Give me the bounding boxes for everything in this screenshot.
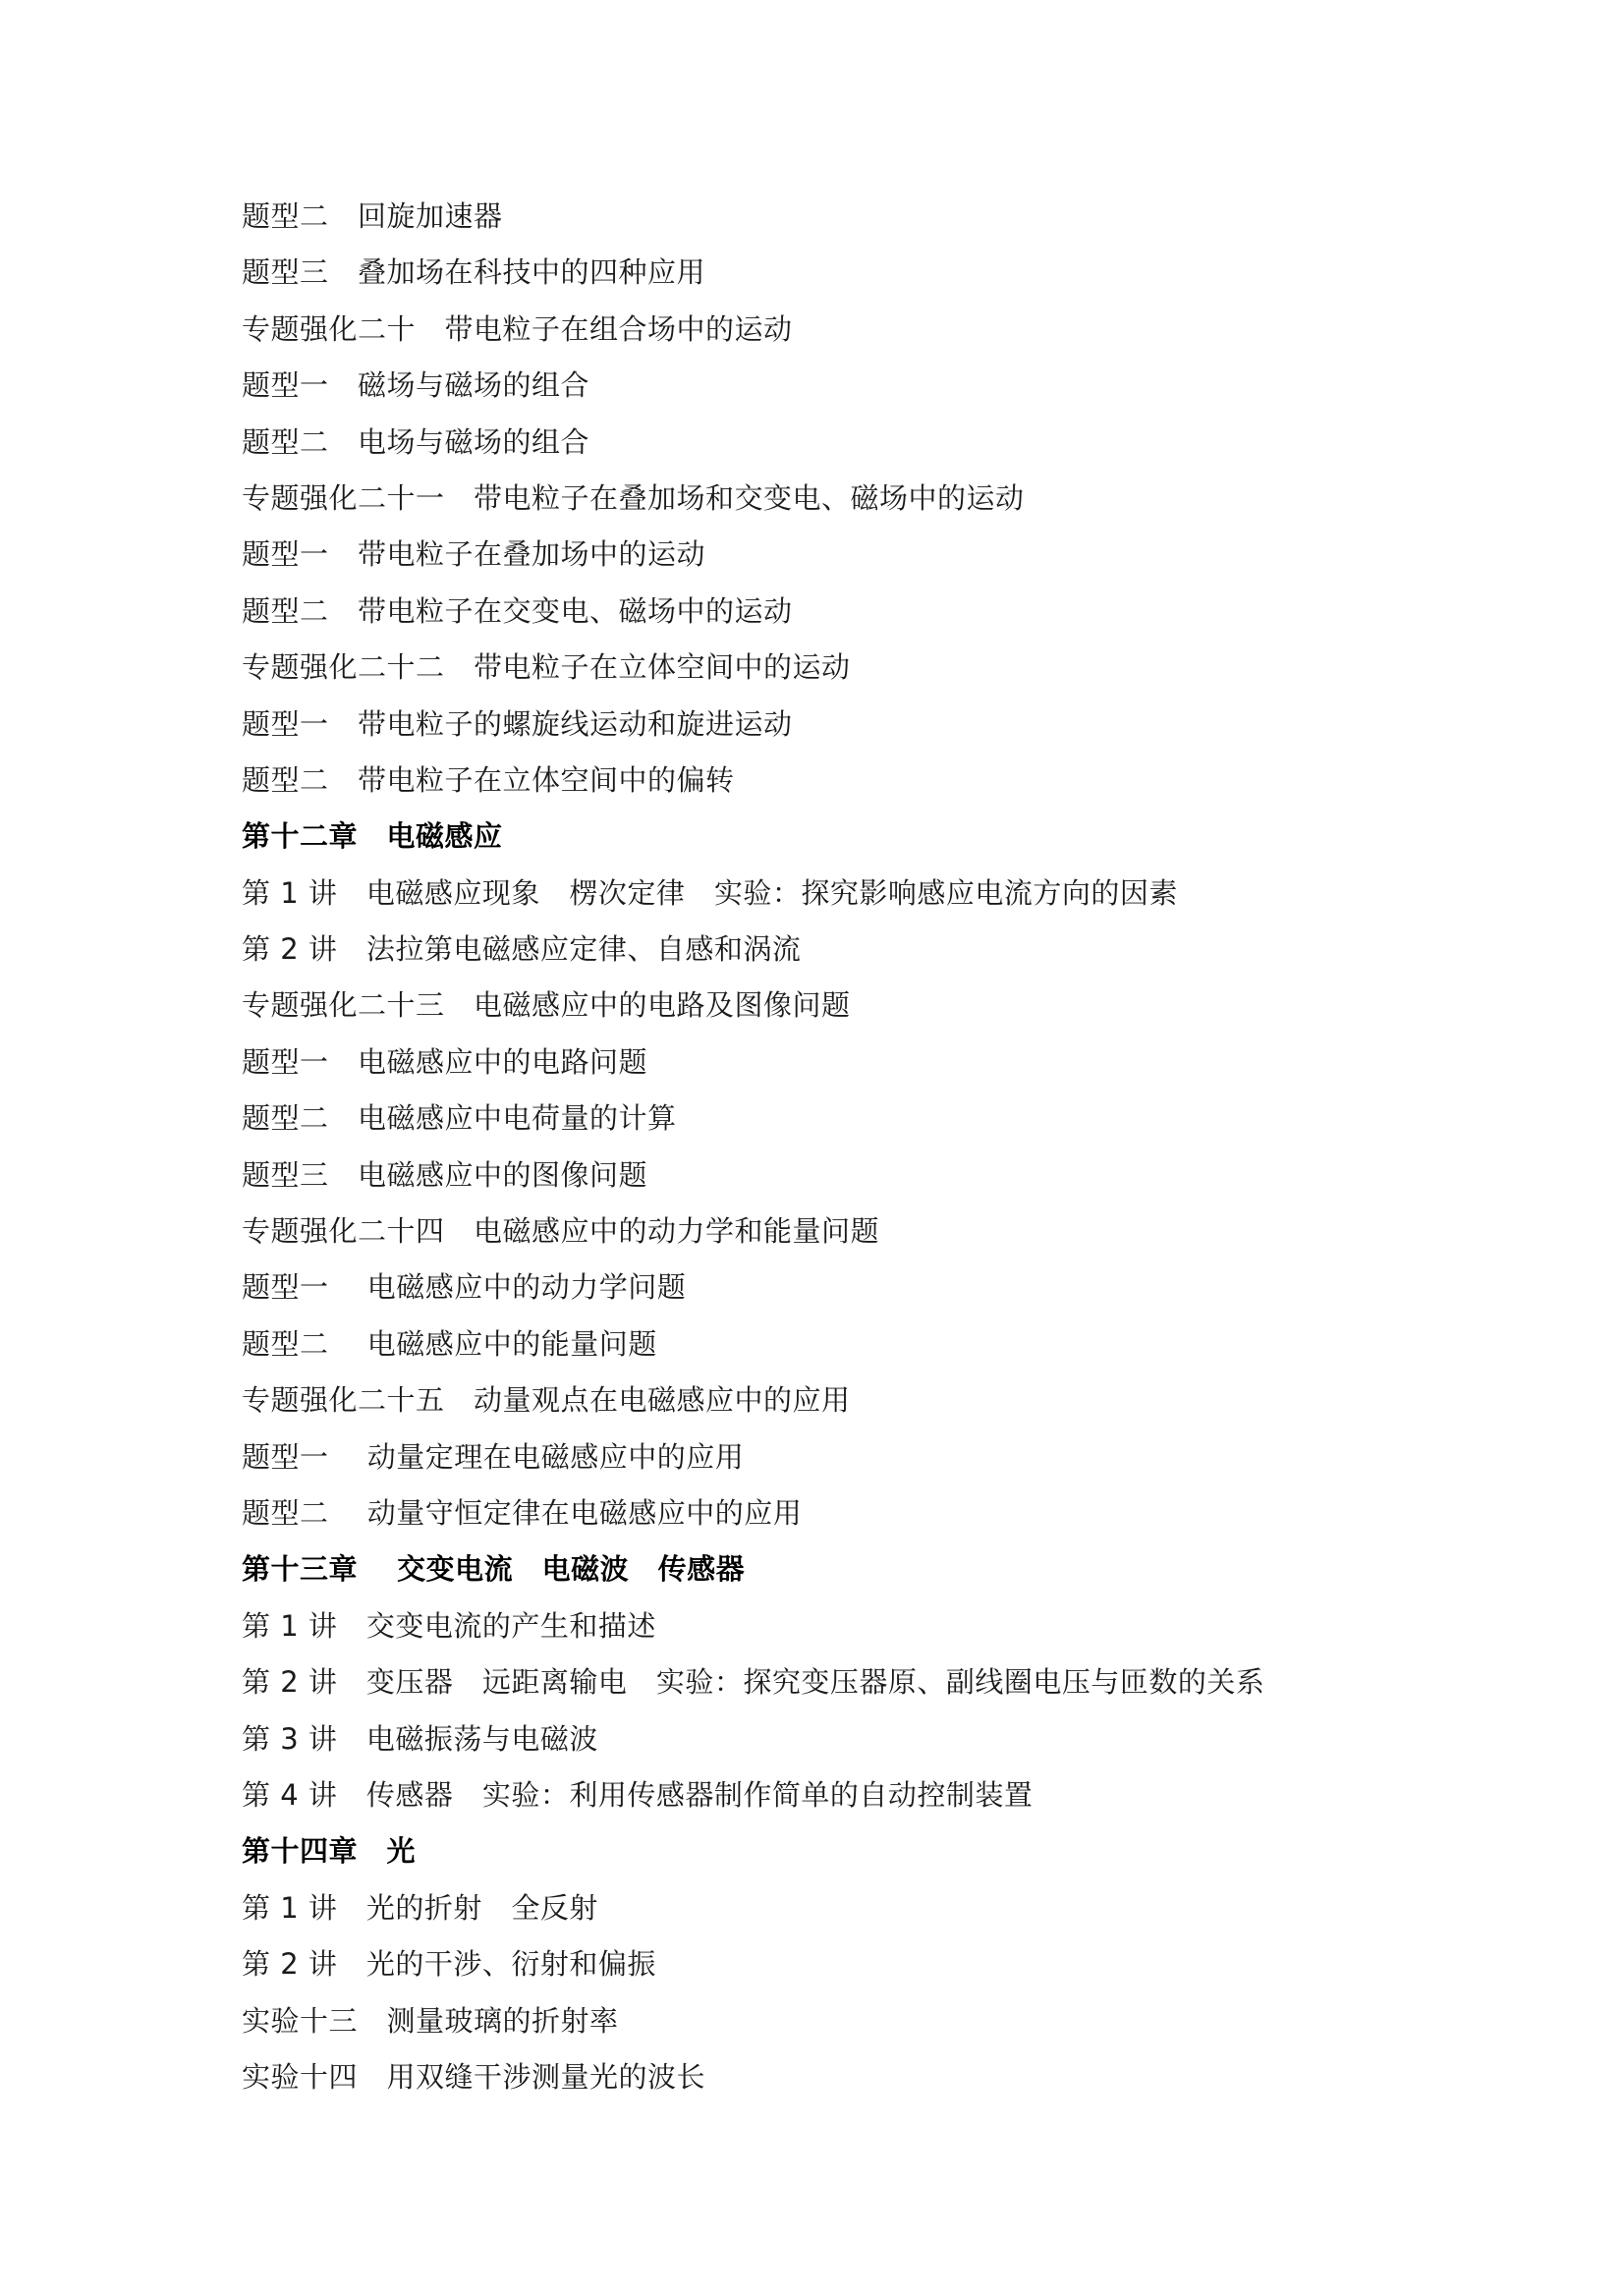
toc-entry: 第 4 讲 传感器 实验：利用传感器制作简单的自动控制装置 xyxy=(242,1777,1034,1812)
toc-entry: 题型二 动量守恒定律在电磁感应中的应用 xyxy=(242,1495,803,1530)
toc-entry: 题型二 电磁感应中的能量问题 xyxy=(242,1326,657,1361)
toc-entry: 题型一 带电粒子的螺旋线运动和旋进运动 xyxy=(242,706,793,741)
toc-entry: 第 2 讲 光的干涉、衍射和偏振 xyxy=(242,1947,656,1982)
toc-entry: 专题强化二十二 带电粒子在立体空间中的运动 xyxy=(242,650,851,685)
toc-entry: 专题强化二十四 电磁感应中的动力学和能量问题 xyxy=(242,1214,880,1249)
toc-entry: 题型三 叠加场在科技中的四种应用 xyxy=(242,255,706,290)
toc-entry: 题型一 电磁感应中的动力学问题 xyxy=(242,1270,687,1305)
toc-entry: 题型一 动量定理在电磁感应中的应用 xyxy=(242,1439,745,1474)
toc-entry: 题型二 带电粒子在立体空间中的偏转 xyxy=(242,762,735,797)
chapter-heading: 第十三章 交变电流 电磁波 传感器 xyxy=(242,1552,746,1587)
toc-entry: 题型二 带电粒子在交变电、磁场中的运动 xyxy=(242,593,793,628)
toc-entry: 实验十四 用双缝干涉测量光的波长 xyxy=(242,2059,706,2094)
toc-entry: 第 1 讲 交变电流的产生和描述 xyxy=(242,1608,656,1643)
toc-entry: 专题强化二十一 带电粒子在叠加场和交变电、磁场中的运动 xyxy=(242,480,1025,515)
toc-entry: 专题强化二十五 动量观点在电磁感应中的应用 xyxy=(242,1383,851,1418)
toc-entry: 实验十三 测量玻璃的折射率 xyxy=(242,2003,619,2038)
toc-entry: 第 2 讲 法拉第电磁感应定律、自感和涡流 xyxy=(242,932,802,967)
toc-entry: 第 2 讲 变压器 远距离输电 实验：探究变压器原、副线圈电压与匝数的关系 xyxy=(242,1665,1265,1700)
table-of-contents xyxy=(242,189,1371,2105)
toc-entry: 题型二 回旋加速器 xyxy=(242,199,503,233)
toc-entry: 第 1 讲 光的折射 全反射 xyxy=(242,1890,598,1925)
toc-entry: 题型二 电场与磁场的组合 xyxy=(242,424,590,459)
chapter-heading: 第十四章 光 xyxy=(242,1834,417,1869)
toc-entry: 题型一 磁场与磁场的组合 xyxy=(242,368,590,403)
toc-entry: 第 3 讲 电磁振荡与电磁波 xyxy=(242,1721,598,1756)
toc-entry: 题型三 电磁感应中的图像问题 xyxy=(242,1157,648,1192)
toc-entry: 第 1 讲 电磁感应现象 楞次定律 实验：探究影响感应电流方向的因素 xyxy=(242,875,1178,910)
toc-entry: 专题强化二十三 电磁感应中的电路及图像问题 xyxy=(242,988,851,1023)
toc-entry: 题型一 电磁感应中的电路问题 xyxy=(242,1044,648,1079)
toc-entry: 题型一 带电粒子在叠加场中的运动 xyxy=(242,537,706,572)
toc-entry: 题型二 电磁感应中电荷量的计算 xyxy=(242,1101,677,1136)
chapter-heading: 第十二章 电磁感应 xyxy=(242,819,503,854)
toc-entry: 专题强化二十 带电粒子在组合场中的运动 xyxy=(242,311,793,346)
